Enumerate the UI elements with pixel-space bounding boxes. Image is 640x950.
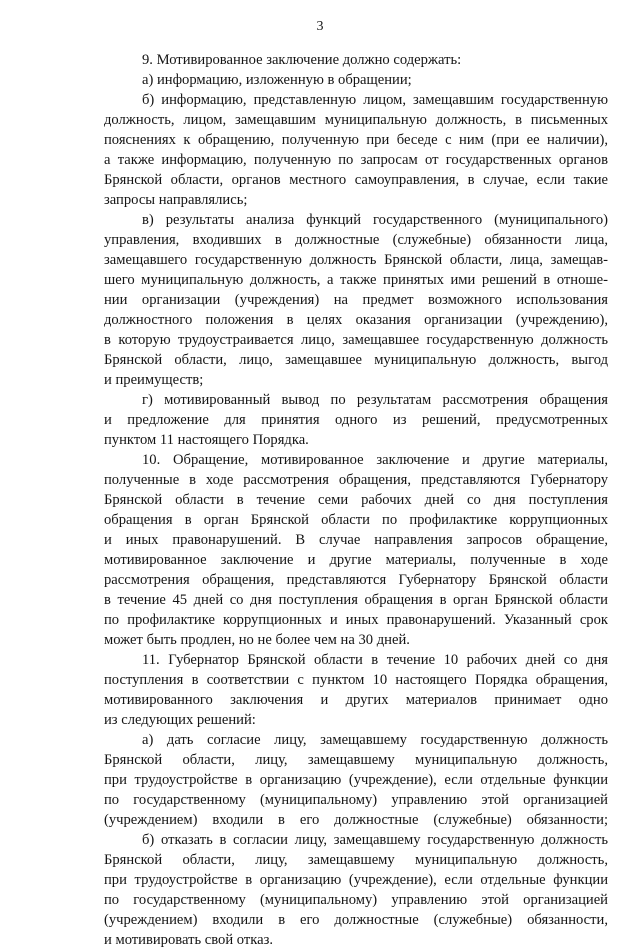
text-line: б) отказать в согласии лицу, замещавшему государственную должность [142, 832, 608, 848]
text-line: б) информацию, представленную лицом, замещавшим государственную [142, 92, 608, 108]
text-line: пояснениях к обращению, полученную при беседе с ним (при ее наличии), [104, 132, 608, 148]
text-line: в течение 45 дней со дня поступления обращения в орган Брянской области [104, 592, 608, 608]
text-line: полученные в ходе рассмотрения обращения, представляются Губернатору [104, 472, 608, 488]
text-line: запросы направлялись; [104, 192, 248, 208]
text-line: 9. Мотивированное заключение должно содержать: [142, 52, 462, 68]
text-line: и преимуществ; [104, 372, 204, 388]
text-line: при трудоустройстве в организацию (учреждение), если отдельные функции [104, 872, 608, 888]
text-line: должностного положения в целях оказания организации (учреждению), [104, 312, 608, 328]
text-line: а) дать согласие лицу, замещавшему государственную должность [142, 732, 608, 748]
text-line: управления, входивших в должностные (служебные) обязанности лица, [104, 232, 608, 248]
text-line: нии организации (учреждения) на предмет возможного использования [104, 292, 608, 308]
text-line: должность, лицом, замещавшим муниципальную должность, в письменных [104, 112, 608, 128]
text-line: а) информацию, изложенную в обращении; [142, 72, 412, 88]
text-line: и иных правонарушений. В случае направления запросов обращение, [104, 532, 608, 548]
text-line: в) результаты анализа функций государственного (муниципального) [142, 212, 608, 228]
text-line: рассмотрения обращения, представляются Губернатору Брянской области [104, 572, 608, 588]
text-line: (учреждением) входили в его должностные (служебные) обязанности, [104, 912, 608, 928]
text-line: а также информацию, полученную по запросам от государственных органов [104, 152, 608, 168]
text-line: Брянской области, лицу, замещавшему муниципальную должность, [104, 752, 608, 768]
text-line: Брянской области в течение семи рабочих дней со дня поступления [104, 492, 608, 508]
text-line: из следующих решений: [104, 712, 256, 728]
text-line: и мотивировать свой отказ. [104, 932, 274, 948]
text-line: Брянской области, лицу, замещавшему муниципальную должность, [104, 852, 608, 868]
text-line: пунктом 11 настоящего Порядка. [104, 432, 309, 448]
text-line: и предложение для принятия одного из решений, предусмотренных [104, 412, 608, 428]
text-line: по государственному (муниципальному) управлению этой организацией [104, 792, 608, 808]
text-line: замещавшего государственную должность Брянской области, лица, замещав- [104, 252, 608, 268]
text-line: в которую трудоустраивается лицо, замещавшее государственную должность [104, 332, 608, 348]
text-line: мотивированное заключение и другие материалы, полученные в ходе [104, 552, 608, 568]
page-number: 3 [316, 19, 324, 34]
text-line: Брянской области, органов местного самоуправления, в случае, если такие [104, 172, 608, 188]
text-line: поступления в соответствии с пунктом 10 настоящего Порядка обращения, [104, 672, 608, 688]
text-line: обращения в орган Брянской области по профилактике коррупционных [104, 512, 608, 528]
text-line: Брянской области, лицо, замещавшее муниципальную должность, выгод [104, 352, 608, 368]
text-line: 10. Обращение, мотивированное заключение и другие материалы, [142, 452, 608, 468]
text-line: может быть продлен, но не более чем на 30 дней. [104, 632, 410, 648]
text-line: г) мотивированный вывод по результатам рассмотрения обращения [142, 392, 608, 408]
text-line: 11. Губернатор Брянской области в течение 10 рабочих дней со дня [142, 652, 608, 668]
text-line: при трудоустройстве в организацию (учреждение), если отдельные функции [104, 772, 608, 788]
text-line: по государственному (муниципальному) управлению этой организацией [104, 892, 608, 908]
text-line: мотивированного заключения и других материалов принимает одно [104, 692, 608, 708]
text-line: по профилактике коррупционных и иных правонарушений. Указанный срок [104, 612, 608, 628]
text-line: (учреждением) входили в его должностные (служебные) обязанности; [104, 812, 608, 828]
text-line: шего муниципальную должность, а также принятых ими решений в отноше- [104, 272, 608, 288]
